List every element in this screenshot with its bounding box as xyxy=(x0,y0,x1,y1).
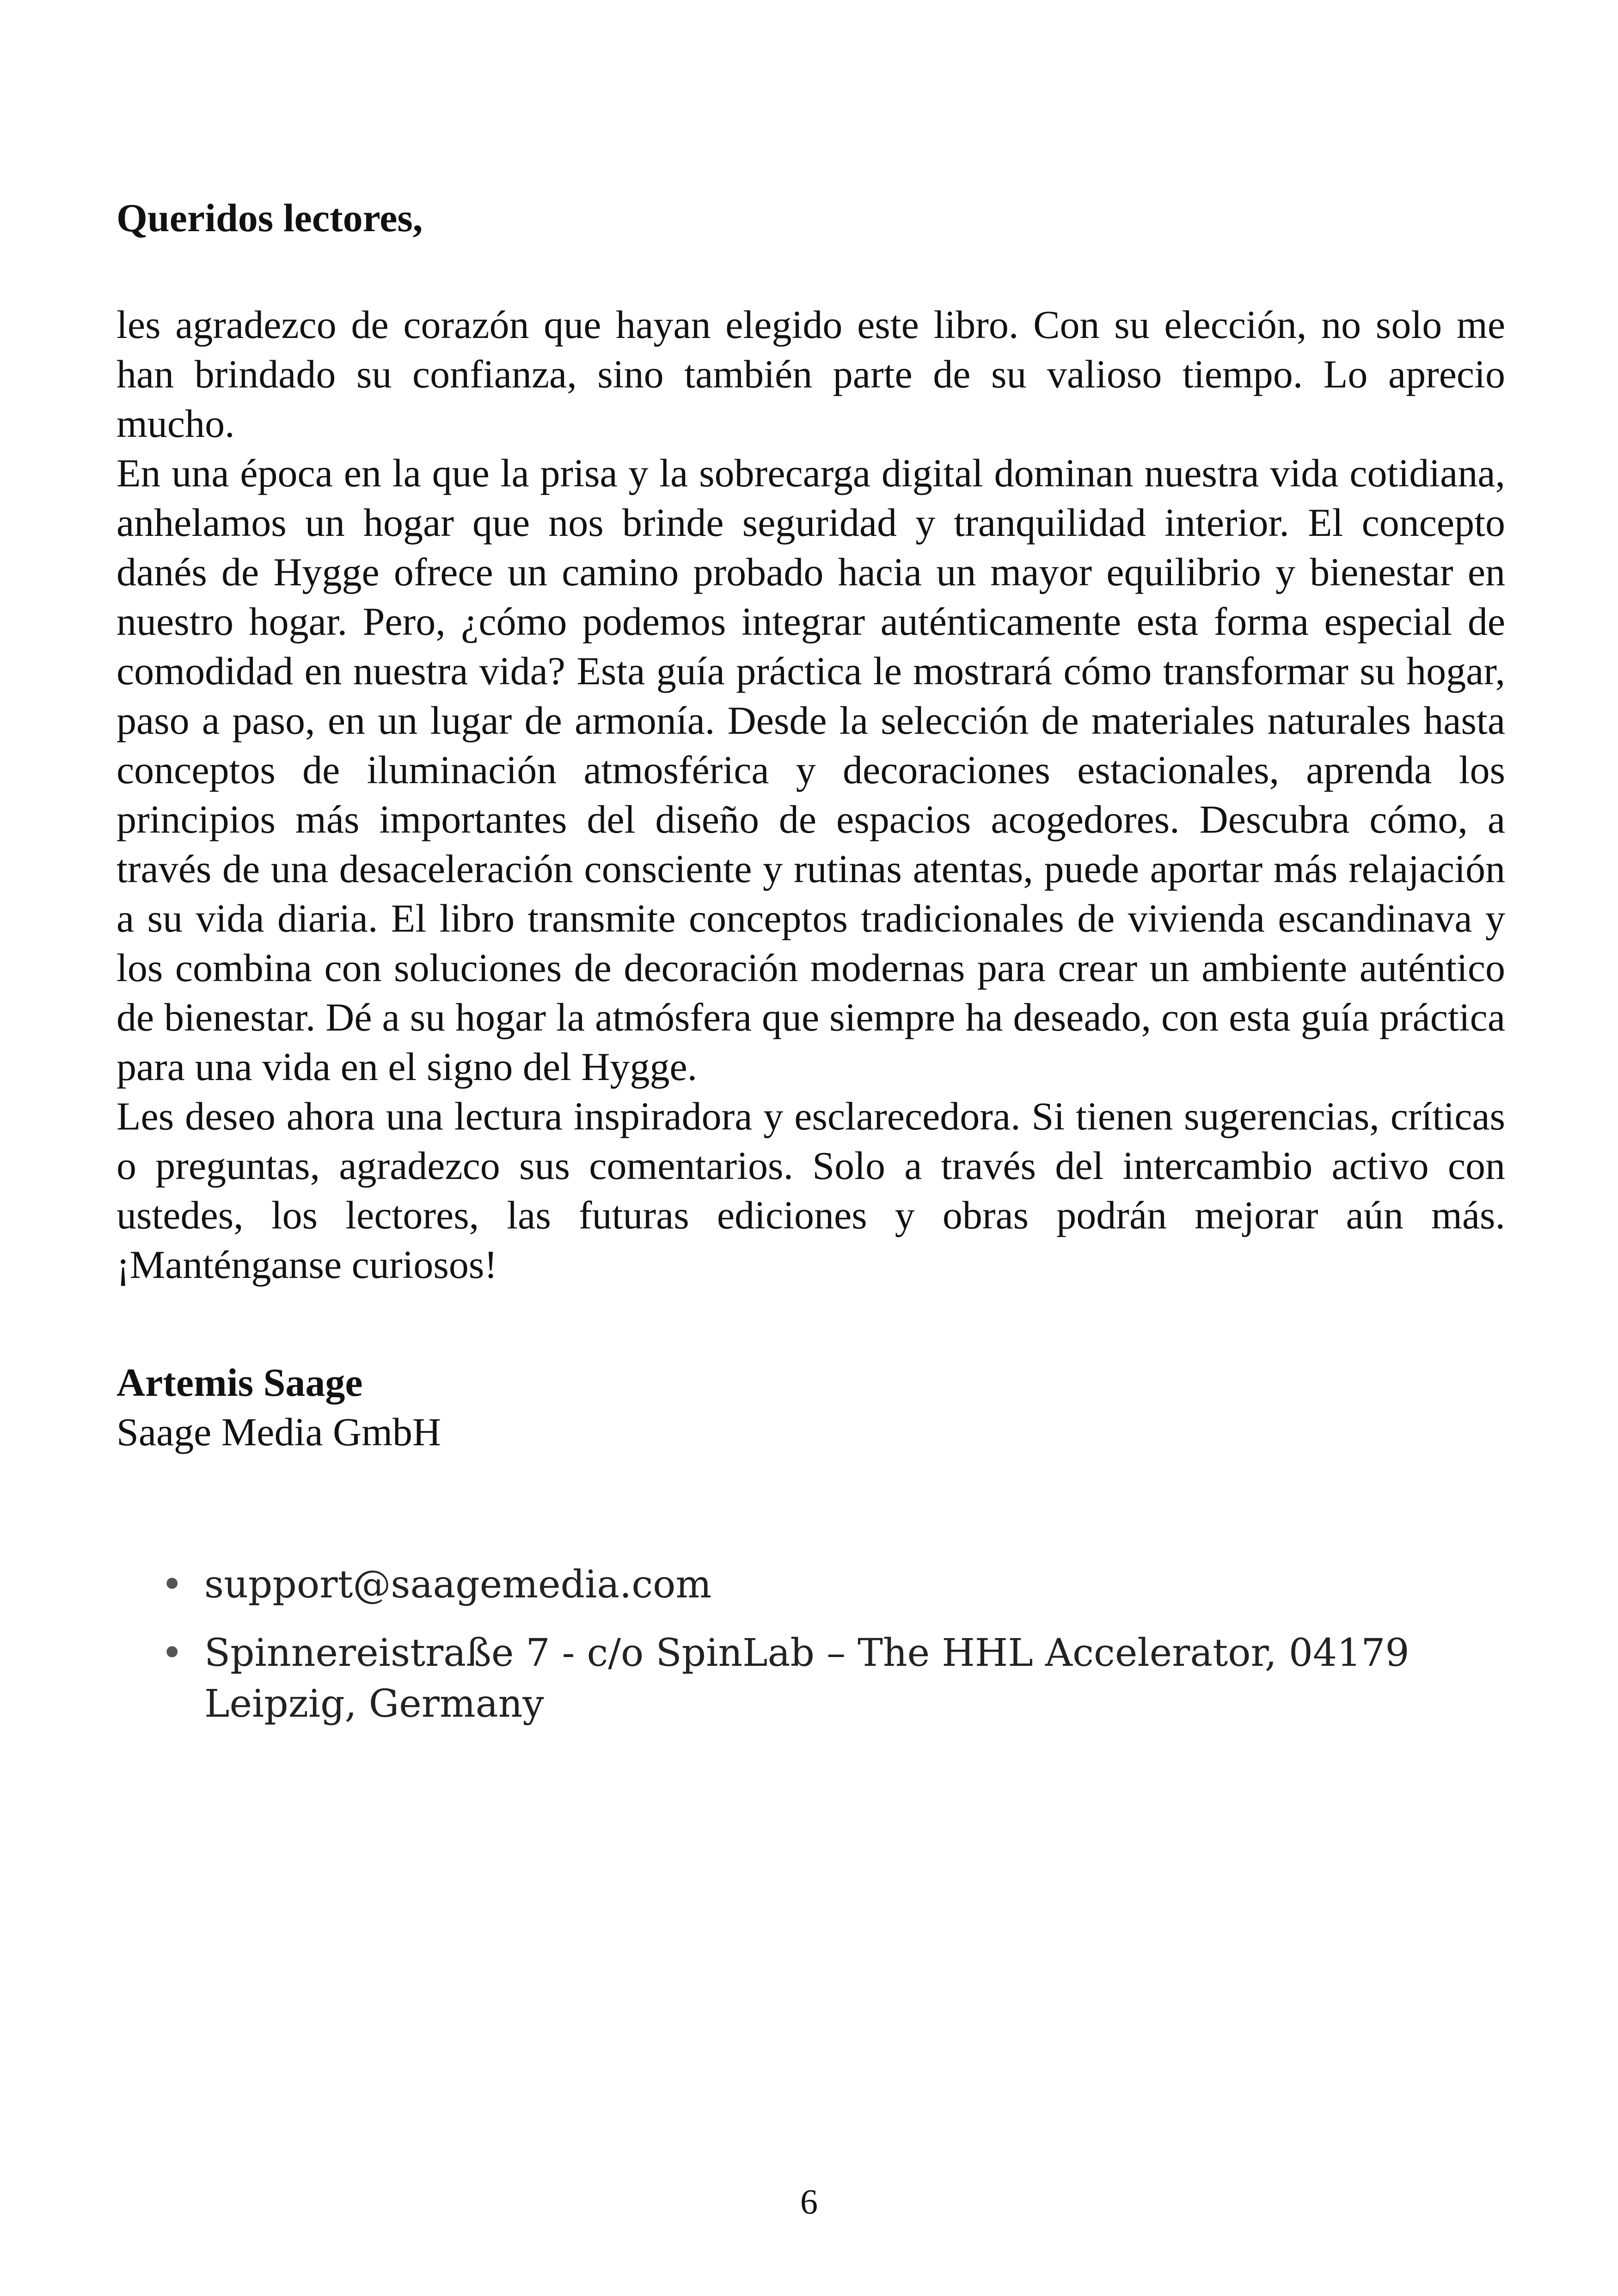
page-number: 6 xyxy=(800,2183,818,2222)
bullet-icon: • xyxy=(161,1631,184,1676)
paragraph-closing: Les deseo ahora una lectura inspiradora y esclarecedora. Si tienen sugerencias, críticas o preguntas, agradezco sus comentarios. Solo a través del intercambio activo con ustedes, los lectores, las futuras ediciones y obras podrán mejorar aún más. ¡Manténganse curiosos! xyxy=(116,1094,1505,1287)
bullet-icon: • xyxy=(161,1563,184,1607)
signature-block xyxy=(116,1358,1505,1457)
company-name: Saage Media GmbH xyxy=(116,1410,441,1455)
contact-email[interactable]: support@saagemedia.com xyxy=(204,1563,712,1607)
contact-item-email[interactable] xyxy=(161,1559,1568,1610)
document-page xyxy=(116,194,1505,1747)
author-name: Artemis Saage xyxy=(116,1360,363,1405)
letter-body xyxy=(116,300,1505,1289)
salutation-heading: Queridos lectores, xyxy=(116,196,423,240)
contact-list xyxy=(116,1559,1505,1730)
contact-item-address xyxy=(161,1628,1568,1730)
paragraph-main: En una época en la que la prisa y la sobrecarga digital dominan nuestra vida cotidiana, anhelamos un hogar que nos brinde seguridad y tranquilidad interior. El concepto danés de Hygge ofrece un camino probado hacia un mayor equilibrio y bienestar en nuestro hogar. Pero, ¿cómo podemos integrar auténticamente esta forma especial de comodidad en nuestra vida? Esta guía práctica le mostrará cómo transformar su hogar, paso a paso, en un lugar de armonía. Desde la selección de materiales naturales hasta conceptos de iluminación atmosférica y decoraciones estacionales, aprenda los principios más importantes del diseño de espacios acogedores. Descubra cómo, a través de una desaceleración consciente y rutinas atentas, puede aportar más relajación a su vida diaria. El libro transmite conceptos tradicionales de vivienda escandinava y los combina con soluciones de decoración modernas para crear un ambiente auténtico de bienestar. Dé a su hogar la atmósfera que siempre ha deseado, con esta guía práctica para una vida en el signo del Hygge. xyxy=(116,451,1505,1089)
paragraph-intro: les agradezco de corazón que hayan elegido este libro. Con su elección, no solo me han brindado su confianza, sino también parte de su valioso tiempo. Lo aprecio mucho. xyxy=(116,302,1505,446)
contact-address: Spinnereistraße 7 - c/o SpinLab – The HHL Accelerator, 04179 Leipzig, Germany xyxy=(204,1631,1410,1726)
